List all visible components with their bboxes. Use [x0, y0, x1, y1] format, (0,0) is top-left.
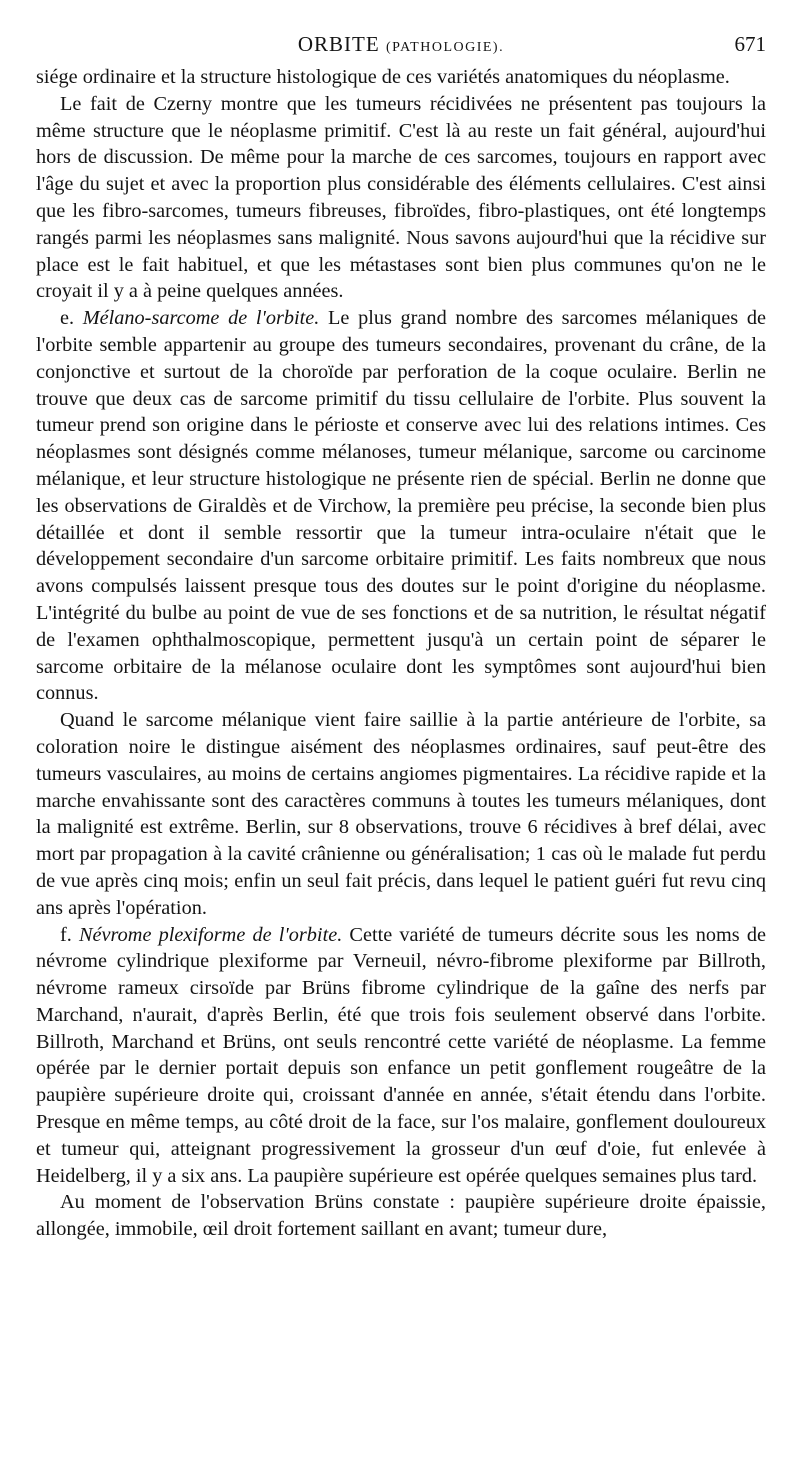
section-paragraph-e	[36, 305, 766, 707]
section-heading: Mélano-sarcome de l'orbite.	[82, 307, 320, 330]
section-marker: e.	[60, 307, 83, 330]
paragraph: Quand le sarcome mélanique vient faire saillie à la partie antérieure de l'orbite, sa coloration noire le distingue aisément des néoplasmes ordinaires, sauf peut-être des tumeurs vasculaires, au moins de certains angiomes pigmentaires. La récidive rapide et la marche envahissante sont des caractères communs à toutes les tumeurs mélaniques, dont la malignité est extrême. Berlin, sur 8 observations, trouve 6 récidives à bref délai, avec mort par propagation à la cavité crânienne ou généralisation; 1 cas où le malade fut perdu de vue après cinq mois; enfin un seul fait précis, dans lequel le patient guéri fut revu cinq ans après l'opération.	[36, 709, 766, 919]
header-subtitle: (PATHOLOGIE).	[385, 40, 505, 55]
running-header	[36, 30, 766, 58]
paragraph: Le fait de Czerny montre que les tumeurs récidivées ne présentent pas toujours la même structure que le néoplasme primitif. C'est là au reste un fait général, aujourd'hui hors de discussion. De même pour la marche de ces sarcomes, toujours en rapport avec l'âge du sujet et avec la proportion plus considérable des éléments cellulaires. C'est ainsi que les fibro-sarcomes, tumeurs fibreuses, fibroïdes, fibro-plastiques, ont été longtemps rangés parmi les néoplasmes sans malignité. Nous savons aujourd'hui que la récidive sur place est le fait habituel, et que les métastases sont bien plus communes qu'on ne le croyait il y a à peine quelques années.	[36, 92, 766, 303]
section-paragraph-f	[36, 922, 766, 1190]
paragraph: siége ordinaire et la structure histologique de ces variétés anatomiques du néoplasme.	[36, 66, 730, 88]
header-title: ORBITE	[297, 32, 380, 56]
paragraph-text: Le plus grand nombre des sarcomes mélaniques de l'orbite semble appartenir au groupe des tumeurs secondaires, provenant du crâne, de la conjonctive et surtout de la choroïde par perforation de la coque oculaire. Berlin ne trouve que deux cas de sarcome primitif du tissu cellulaire de l'orbite. Plus souvent la tumeur prend son origine dans le périoste et conserve avec lui des relations intimes. Ces néoplasmes sont désignés comme mélanoses, tumeur mélanique, sarcome ou carcinome mélanique, et leur structure histologique ne présente rien de spécial. Berlin ne donne que les observations de Giraldès et de Virchow, la première peu précise, la seconde bien plus détaillée et dont il semble ressortir que la tumeur intra-oculaire n'était que le développement secondaire d'un sarcome orbitaire primitif. Les faits nombreux que nous avons compulsés laissent presque tous des doutes sur le point d'origine du néoplasme. L'intégrité du bulbe au point de vue de ses fonctions et de sa nutrition, le résultat négatif de l'examen ophthalmoscopique, permettent jusqu'à un certain point de séparer le sarcome orbitaire de la mélanose oculaire dont les symptômes sont aujourd'hui bien connus.	[36, 307, 766, 705]
paragraph: Au moment de l'observation Brüns constate : paupière supérieure droite épaissie, allongée, immobile, œil droit fortement saillant en avant; tumeur dure,	[36, 1191, 766, 1241]
running-head-title	[36, 30, 766, 62]
page-number: 671	[734, 32, 766, 56]
section-heading: Névrome plexiforme de l'orbite.	[78, 923, 343, 946]
body-text	[36, 64, 766, 1243]
section-marker: f.	[60, 923, 79, 946]
paragraph-text: Cette variété de tumeurs décrite sous les noms de névrome cylindrique plexiforme par Verneuil, névro-fibrome plexiforme par Billroth, névrome rameux cirsoïde par Brüns fibrome cylindrique de la gaîne des nerfs par Marchand, n'aurait, d'après Berlin, été que trois fois seulement observé dans l'orbite. Billroth, Marchand et Brüns, ont seuls rencontré cette variété de néoplasme. La femme opérée par le dernier portait depuis son enfance un petit gonflement rougeâtre de la paupière supérieure droite qui, croissant d'année en année, s'était étendu dans l'orbite. Presque en même temps, au côté droit de la face, sur l'os malaire, gonflement douloureux et tumeur qui, atteignant progressivement la grosseur d'un œuf d'oie, fut enlevée à Heidelberg, il y a six ans. La paupière supérieure est opérée quelques semaines plus tard.	[36, 923, 766, 1187]
